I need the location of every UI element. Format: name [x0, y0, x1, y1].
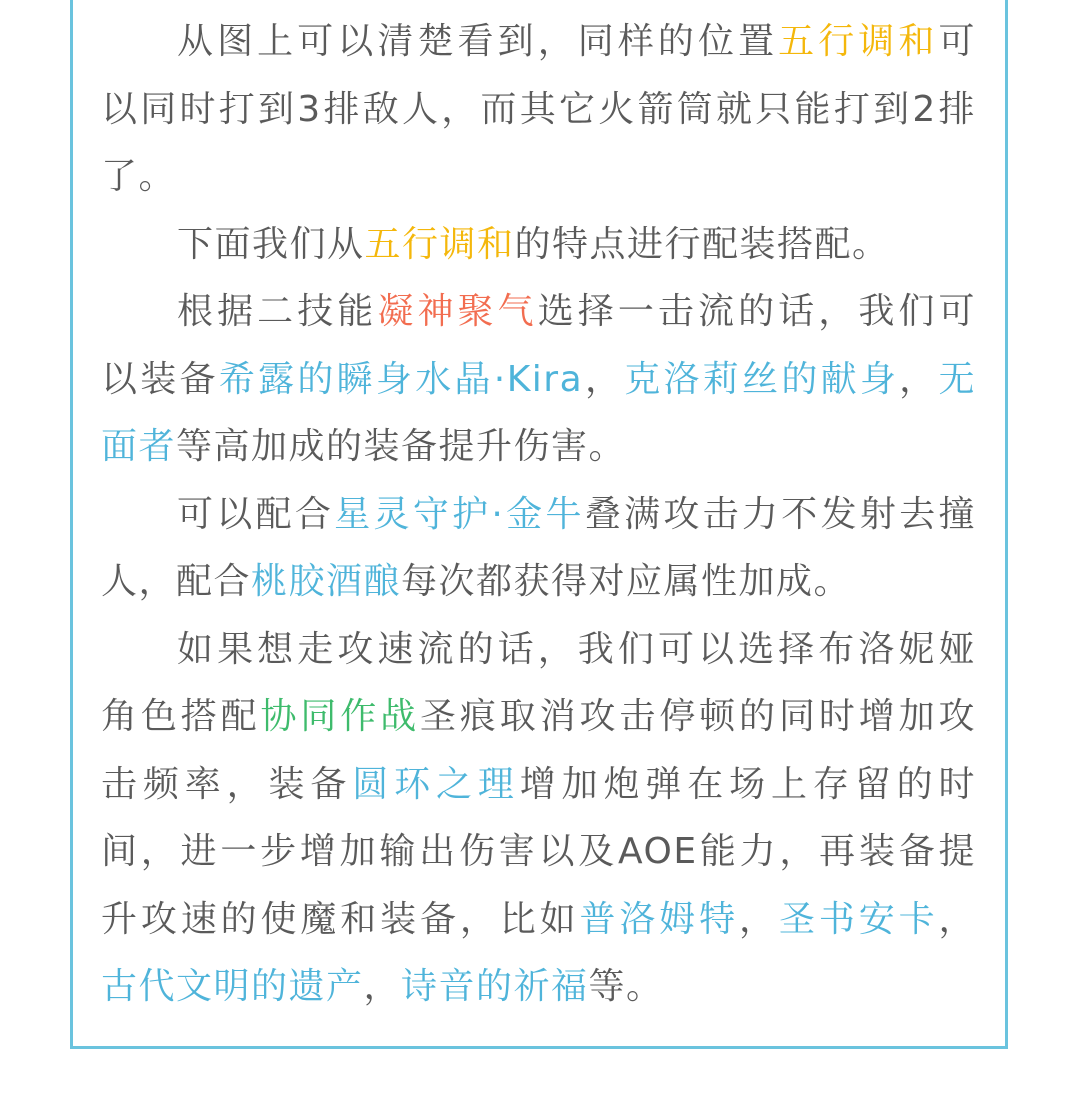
text-run: 击频率，装备	[101, 763, 353, 805]
highlighted-term: 希露的瞬身水晶·Kira	[218, 358, 584, 400]
article-body	[101, 8, 976, 1021]
text-run: 人，配合	[101, 561, 252, 602]
text-run: 根据二技能	[177, 291, 378, 332]
text-line	[101, 8, 976, 76]
text-run: ，	[583, 358, 625, 400]
highlighted-term: 面者	[101, 426, 177, 467]
text-line	[101, 413, 976, 481]
text-line	[101, 143, 976, 211]
text-run: 间，进一步增加输出伤害以及AOE能力，再装备提	[101, 831, 976, 872]
text-run: 以同时打到3排敌人，而其它火箭筒就只能打到2排	[101, 88, 976, 130]
text-run: 增加炮弹在场上存留的时	[519, 763, 976, 805]
text-run: 从图上可以清楚看到，同样的位置	[177, 21, 779, 62]
paragraph	[101, 616, 976, 1021]
highlighted-term: 协同作战	[260, 696, 421, 737]
text-line	[101, 818, 976, 886]
text-run: 升攻速的使魔和装备，比如	[101, 898, 580, 940]
text-run: 可以配合	[177, 493, 335, 535]
text-line	[101, 683, 976, 751]
highlighted-term: 普洛姆特	[579, 898, 740, 940]
highlighted-term: 星灵守护·金牛	[334, 493, 585, 535]
text-run: ，	[938, 898, 976, 940]
text-run: 等。	[588, 966, 664, 1007]
text-run: 可	[938, 21, 976, 62]
text-run: 选择一击流的话，我们可	[537, 291, 976, 332]
text-line	[101, 346, 976, 414]
text-run: 角色搭配	[101, 696, 261, 737]
text-run: 叠满攻击力不发射去撞	[584, 493, 976, 535]
text-line	[101, 76, 976, 144]
text-run: 如果想走攻速流的话，我们可以选择布洛妮娅	[177, 628, 976, 670]
highlighted-term: 五行调和	[364, 223, 515, 265]
highlighted-term: 古代文明的遗产	[101, 966, 364, 1007]
text-run: 每次都获得对应属性加成。	[401, 561, 852, 602]
highlighted-term: 圣书安卡	[778, 898, 939, 940]
text-run: ，	[899, 358, 939, 400]
text-line	[101, 886, 976, 954]
text-run: 了。	[101, 156, 177, 197]
text-run: 以装备	[101, 358, 219, 400]
text-line	[101, 953, 976, 1021]
text-line	[101, 211, 976, 279]
highlighted-term: 圆环之理	[352, 763, 520, 805]
text-run: ，	[363, 966, 402, 1007]
highlighted-term: 无	[938, 358, 976, 400]
text-line	[101, 481, 976, 549]
highlighted-term: 凝神聚气	[377, 291, 538, 332]
highlighted-term: 诗音的祈福	[401, 966, 589, 1007]
text-run: ，	[739, 898, 779, 940]
text-run: 圣痕取消攻击停顿的同时增加攻	[420, 696, 976, 737]
highlighted-term: 桃胶酒酿	[251, 561, 402, 602]
highlighted-term: 五行调和	[778, 21, 939, 62]
paragraph	[101, 211, 976, 279]
text-line	[101, 616, 976, 684]
text-line	[101, 278, 976, 346]
text-run: 的特点进行配装搭配。	[514, 223, 890, 265]
paragraph	[101, 278, 976, 481]
highlighted-term: 克洛莉丝的献身	[624, 358, 900, 400]
text-run: 下面我们从	[177, 223, 365, 265]
text-run: 等高加成的装备提升伤害。	[176, 426, 627, 467]
text-line	[101, 548, 976, 616]
paragraph	[101, 481, 976, 616]
text-line	[101, 751, 976, 819]
paragraph	[101, 8, 976, 211]
